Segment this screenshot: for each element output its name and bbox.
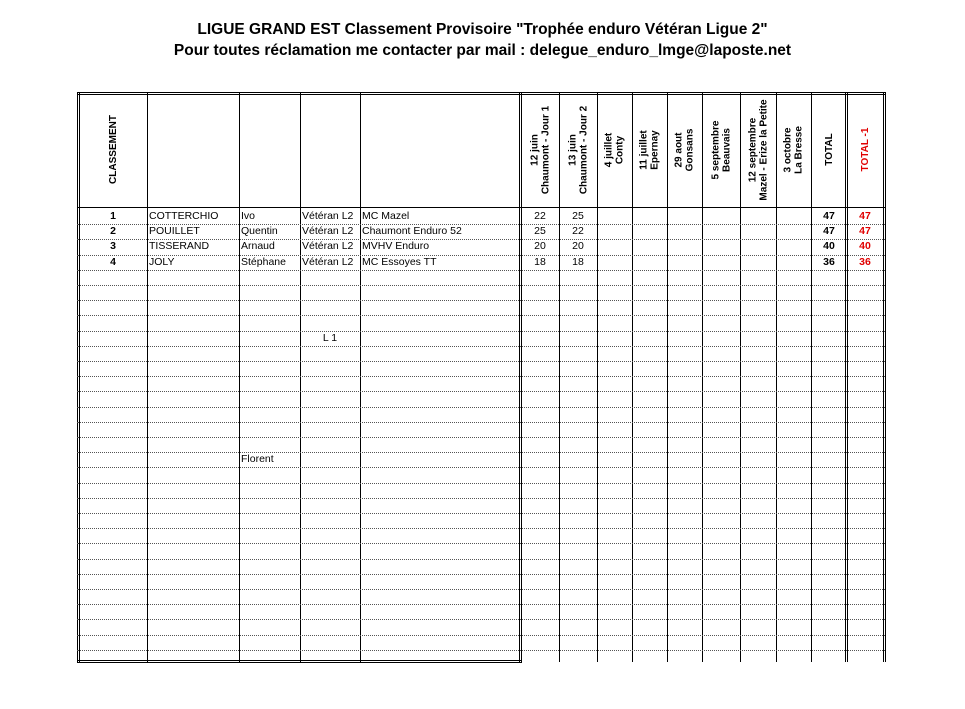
cell-jour1: 22 xyxy=(534,210,546,222)
header-event-3 xyxy=(604,95,626,204)
header-event-1 xyxy=(529,95,551,204)
grid-vline xyxy=(740,92,741,662)
cell-nom: POUILLET xyxy=(149,225,200,238)
header-event-6-line: Beauvais xyxy=(721,127,732,172)
header-event-4-line: 11 juillet xyxy=(638,129,650,170)
cell-jour2: 18 xyxy=(572,255,584,268)
cell-jour1: 25 xyxy=(534,225,546,238)
grid-vline xyxy=(702,92,703,662)
note-florent: Florent xyxy=(241,453,274,466)
row-divider xyxy=(77,574,885,575)
header-classement xyxy=(108,95,119,204)
grid-vline xyxy=(667,92,668,662)
document-title: LIGUE GRAND EST Classement Provisoire "Trophée enduro Vétéran Ligue 2" xyxy=(197,21,768,38)
grid-header-bottom xyxy=(77,207,886,208)
header-event-2-line: 13 juin xyxy=(567,133,578,166)
header-event-7-line: 12 septembre xyxy=(747,117,758,182)
cell-prenom: Stéphane xyxy=(241,255,286,268)
grid-vline-total-sep xyxy=(845,92,846,662)
grid-vline xyxy=(147,92,148,662)
cell-club: Chaumont Enduro 52 xyxy=(362,225,462,238)
cell-total-minus: 40 xyxy=(859,240,871,253)
cell-jour2: 25 xyxy=(572,210,584,222)
cell-rank: 2 xyxy=(110,225,116,238)
row-divider xyxy=(77,589,885,590)
grid-vline xyxy=(811,92,812,662)
grid-vline xyxy=(632,92,633,662)
cell-total-minus: 47 xyxy=(859,210,871,222)
header-event-8 xyxy=(783,95,805,204)
cell-prenom: Quentin xyxy=(241,225,278,238)
grid-vline xyxy=(883,92,884,662)
cell-categorie: Vétéran L2 xyxy=(302,255,354,268)
row-divider xyxy=(77,559,885,560)
row-divider xyxy=(77,391,885,392)
cell-club: MC Essoyes TT xyxy=(362,255,437,268)
cell-categorie: Vétéran L2 xyxy=(302,240,354,253)
row-divider xyxy=(77,361,885,362)
cell-prenom: Arnaud xyxy=(241,240,275,253)
cell-total: 47 xyxy=(823,210,835,222)
header-classement-line: CLASSEMENT xyxy=(107,115,119,184)
row-divider xyxy=(77,270,885,271)
cell-club: MVHV Enduro xyxy=(362,240,430,253)
row-divider xyxy=(77,285,885,286)
grid-vline-outer xyxy=(77,92,78,662)
grid-bottom xyxy=(77,662,522,663)
document-subtitle: Pour toutes réclamation me contacter par mail : delegue_enduro_lmge@laposte.net xyxy=(173,42,792,59)
row-divider xyxy=(77,650,885,651)
row-divider xyxy=(77,467,885,468)
header-event-3-line: 4 juillet xyxy=(603,132,615,167)
row-divider xyxy=(77,619,885,620)
cell-jour1: 20 xyxy=(534,240,546,253)
row-divider xyxy=(77,543,885,544)
grid-vline xyxy=(847,92,848,662)
header-event-1-line: 12 juin xyxy=(529,133,540,166)
header-event-7 xyxy=(747,95,769,204)
row-divider xyxy=(77,483,885,484)
grid-vline xyxy=(300,92,301,662)
row-divider xyxy=(77,315,885,316)
cell-categorie: Vétéran L2 xyxy=(302,225,354,238)
grid-vline xyxy=(79,92,80,662)
cell-prenom: Ivo xyxy=(241,210,256,222)
cell-club: MC Mazel xyxy=(362,210,410,222)
header-total-minus xyxy=(860,95,871,204)
cell-jour2: 22 xyxy=(572,225,584,238)
header-event-8-line: La Bresse xyxy=(793,125,805,174)
row-divider xyxy=(77,635,885,636)
header-event-5-line: 29 aout xyxy=(673,132,685,168)
grid-top xyxy=(77,92,886,93)
cell-rank: 4 xyxy=(110,255,116,268)
cell-jour1: 18 xyxy=(534,255,546,268)
row-divider xyxy=(77,407,885,408)
header-event-3-line: Conty xyxy=(614,135,626,164)
header-event-6-line: 5 septembre xyxy=(710,120,721,179)
cell-nom: JOLY xyxy=(149,255,175,268)
grid-vline xyxy=(559,92,560,662)
row-divider xyxy=(77,528,885,529)
row-divider xyxy=(77,422,885,423)
grid-vline xyxy=(776,92,777,662)
grid-vline-club-right xyxy=(519,92,520,662)
cell-rank: 1 xyxy=(110,210,116,222)
row-divider xyxy=(77,513,885,514)
cell-total-minus: 36 xyxy=(859,255,871,268)
row-divider xyxy=(77,331,885,332)
grid-vline xyxy=(239,92,240,662)
grid-vline xyxy=(597,92,598,662)
row-divider xyxy=(77,498,885,499)
grid-bottom-inner xyxy=(77,660,522,661)
header-event-7-line: Mazel - Erize la Petite xyxy=(758,98,769,201)
header-event-4 xyxy=(639,95,661,204)
row-divider xyxy=(77,300,885,301)
row-divider xyxy=(77,346,885,347)
header-event-5 xyxy=(674,95,696,204)
grid-vline xyxy=(521,92,522,662)
cell-total: 40 xyxy=(823,240,835,253)
header-total xyxy=(824,95,835,204)
cell-nom: TISSERAND xyxy=(149,240,210,253)
header-event-8-line: 3 octobre xyxy=(782,127,794,173)
cell-nom: COTTERCHIO xyxy=(149,210,219,222)
note-l1: L 1 xyxy=(322,331,338,344)
header-event-4-line: Epernay xyxy=(649,129,661,170)
cell-jour2: 20 xyxy=(572,240,584,253)
header-event-6 xyxy=(710,95,732,204)
header-event-5-line: Gonsans xyxy=(684,128,696,171)
cell-total: 47 xyxy=(823,225,835,238)
cell-rank: 3 xyxy=(110,240,116,253)
cell-total-minus: 47 xyxy=(859,225,871,238)
header-total-minus-line: TOTAL -1 xyxy=(859,127,871,172)
grid-vline xyxy=(360,92,361,662)
cell-total: 36 xyxy=(823,255,835,268)
header-event-2-line: Chaumont - Jour 2 xyxy=(578,105,589,194)
cell-categorie: Vétéran L2 xyxy=(302,210,354,222)
header-event-2 xyxy=(567,95,589,204)
row-divider xyxy=(77,437,885,438)
grid-vline-outer xyxy=(885,92,886,662)
row-divider xyxy=(77,255,885,256)
row-divider xyxy=(77,604,885,605)
row-divider xyxy=(77,376,885,377)
row-divider xyxy=(77,452,885,453)
header-event-1-line: Chaumont - Jour 1 xyxy=(540,105,551,194)
header-total-line: TOTAL xyxy=(823,133,835,166)
